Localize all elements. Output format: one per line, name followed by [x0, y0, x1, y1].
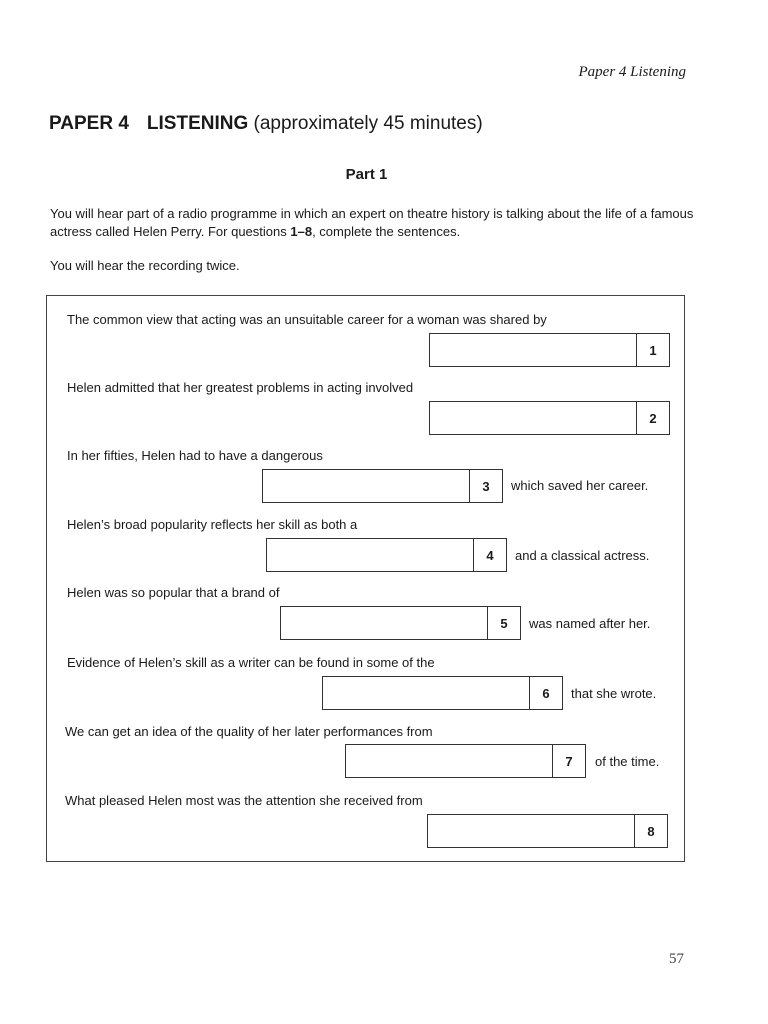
question-4-stem: Helen’s broad popularity reflects her skill as both a — [67, 517, 358, 532]
intro-text-start: You will hear part of a radio programme in which an expert on theatre history is talking about the life of a famous actress called Helen Perry. For questions — [50, 206, 694, 239]
question-5-stem: Helen was so popular that a brand of — [67, 585, 280, 600]
paper-duration: (approximately 45 minutes) — [253, 113, 483, 134]
question-4-tail: and a classical actress. — [515, 548, 650, 563]
answer-box-3[interactable] — [262, 469, 503, 503]
part-heading: Part 1 — [345, 166, 388, 183]
paper-number: PAPER 4 — [49, 113, 129, 134]
running-head: Paper 4 Listening — [578, 64, 686, 80]
question-number-7: 7 — [552, 745, 585, 777]
instructions-twice: You will hear the recording twice. — [50, 258, 240, 273]
question-number-1: 1 — [636, 334, 669, 366]
question-number-3: 3 — [469, 470, 502, 502]
question-3-stem: In her fifties, Helen had to have a dangerous — [67, 448, 323, 463]
question-7-stem: We can get an idea of the quality of her later performances from — [65, 724, 433, 739]
question-6-tail: that she wrote. — [571, 686, 657, 701]
paper-section: LISTENING — [146, 113, 249, 134]
answer-box-5[interactable] — [280, 606, 521, 640]
intro-text-end: , complete the sentences. — [312, 224, 461, 239]
question-number-2: 2 — [636, 402, 669, 434]
answer-box-1[interactable] — [429, 333, 670, 367]
answer-box-6[interactable] — [322, 676, 563, 710]
question-range: 1–8 — [290, 224, 313, 239]
answer-box-4[interactable] — [266, 538, 507, 572]
question-2-stem: Helen admitted that her greatest problems in acting involved — [67, 380, 414, 395]
answer-box-8[interactable] — [427, 814, 668, 848]
question-5-tail: was named after her. — [529, 616, 651, 631]
instructions-intro — [50, 205, 700, 241]
question-3-tail: which saved her career. — [511, 478, 649, 493]
paper-title — [49, 113, 483, 135]
question-6-stem: Evidence of Helen’s skill as a writer can be found in some of the — [67, 655, 435, 670]
question-7-tail: of the time. — [595, 754, 660, 769]
question-1-stem: The common view that acting was an unsuitable career for a woman was shared by — [67, 312, 547, 327]
question-number-5: 5 — [487, 607, 520, 639]
question-number-8: 8 — [634, 815, 667, 847]
question-8-stem: What pleased Helen most was the attention she received from — [65, 793, 423, 808]
questions-frame — [46, 295, 685, 862]
page-number: 57 — [669, 951, 684, 967]
answer-box-2[interactable] — [429, 401, 670, 435]
question-number-6: 6 — [529, 677, 562, 709]
question-number-4: 4 — [473, 539, 506, 571]
answer-box-7[interactable] — [345, 744, 586, 778]
